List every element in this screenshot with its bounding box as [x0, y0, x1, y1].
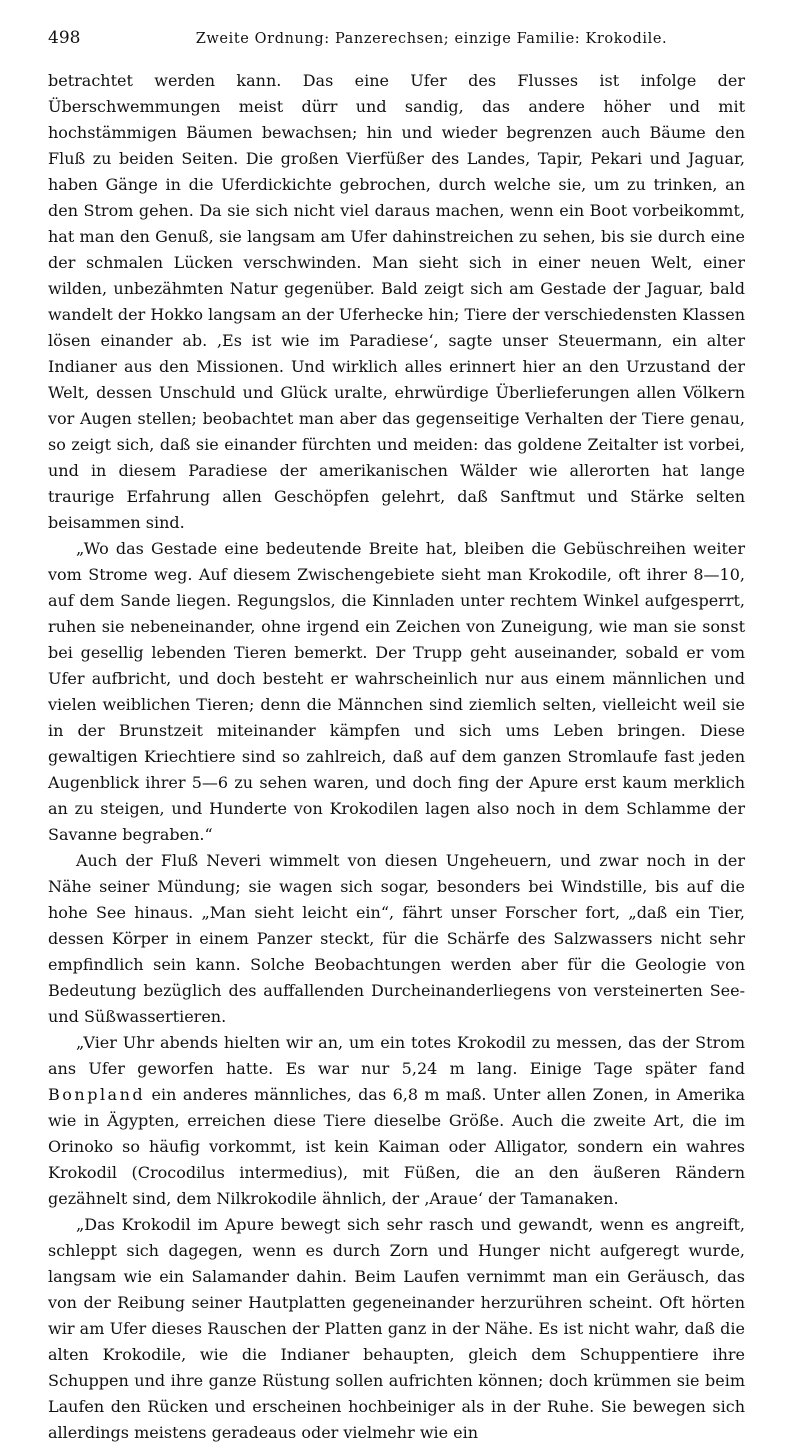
running-head: Zweite Ordnung: Panzerechsen; einzige Familie: Krokodile.: [195, 31, 668, 47]
name-bonpland: Bonpland: [48, 1085, 146, 1104]
paragraph-measurement-start: „Vier Uhr abends hielten wir an, um ein totes Krokodil zu messen, das der Strom ans Ufer geworfen hatte. Es war nur 5,24 m lang. Einige Tage später fand: [48, 1033, 745, 1078]
paragraph-neveri: Auch der Fluß Neveri wimmelt von diesen Ungeheuern, und zwar noch in der Nähe seiner Mündung; sie wagen sich sogar, besonders bei Windstille, bis auf die hohe See hinaus. „Man sieht leicht ein“, fährt unser Forscher fort, „daß ein Tier, dessen Körper in einem Panzer steckt, für die Schärfe des Salzwassers nicht sehr empfindlich sein kann. Solche Beobachtungen werden aber für die Geologie von Bedeutung bezüglich des auffallenden Durcheinanderliegens von versteinerten See- und Süßwassertieren.: [48, 851, 745, 1026]
paragraph-measurement: [48, 1030, 745, 1212]
paragraph-continuation: betrachtet werden kann. Das eine Ufer des Flusses ist infolge der Überschwemmungen meist dürr und sandig, das andere höher und mit hochstämmigen Bäumen bewachsen; hin und wieder begrenzen auch Bäume den Fluß zu beiden Seiten. Die großen Vierfüßer des Landes, Tapir, Pekari und Jaguar, haben Gänge in die Uferdickichte gebrochen, durch welche sie, um zu trinken, an den Strom gehen. Da sie sich nicht viel daraus machen, wenn ein Boot vorbeikommt, hat man den Genuß, sie langsam am Ufer dahinstreichen zu sehen, bis sie durch eine der schmalen Lücken verschwinden. Man sieht sich in einer neuen Welt, einer wilden, unbezähmten Natur gegenüber. Bald zeigt sich am Gestade der Jaguar, bald wandelt der Hokko langsam an der Uferhecke hin; Tiere der verschiedensten Klassen lösen einander ab. ‚Es ist wie im Paradiese‘, sagte unser Steuermann, ein alter Indianer aus den Missionen. Und wirklich alles erinnert hier an den Urzustand der Welt, dessen Unschuld und Glück uralte, ehrwürdige Überlieferungen allen Völkern vor Augen stellen; beobachtet man aber das gegenseitige Verhalten der Tiere genau, so zeigt sich, daß sie einander fürchten und meiden: das goldene Zeitalter ist vorbei, und in diesem Paradiese der amerikanischen Wälder wie allerorten hat lange traurige Erfahrung allen Geschöpfen gelehrt, daß Sanftmut und Stärke selten beisammen sind.: [48, 71, 745, 532]
paragraph-movement: „Das Krokodil im Apure bewegt sich sehr rasch und gewandt, wenn es angreift, schleppt sich dagegen, wenn es durch Zorn und Hunger nicht aufgeregt wurde, langsam wie ein Salamander dahin. Beim Laufen vernimmt man ein Geräusch, das von der Reibung seiner Hautplatten gegeneinander herzurühren scheint. Oft hörten wir am Ufer dieses Rauschen der Platten ganz in der Nähe. Es ist nicht wahr, daß die alten Krokodile, wie die Indianer behaupten, gleich dem Schuppentiere ihre Schuppen und ihre ganze Rüstung sollen aufrichten können; doch krümmen sie beim Laufen den Rücken und erscheinen hochbeiniger als in der Ruhe. Sie bewegen sich allerdings meistens geradeaus oder vielmehr wie ein: [48, 1215, 745, 1442]
paragraph-crocodile-banks: „Wo das Gestade eine bedeutende Breite hat, bleiben die Gebüschreihen weiter vom Strome weg. Auf diesem Zwischengebiete sieht man Krokodile, oft ihrer 8—10, auf dem Sande liegen. Regungslos, die Kinnladen unter rechtem Winkel aufgesperrt, ruhen sie nebeneinander, ohne irgend ein Zeichen von Zuneigung, wie man sie sonst bei gesellig lebenden Tieren bemerkt. Der Trupp geht auseinander, sobald er vom Ufer aufbricht, und doch besteht er wahrscheinlich nur aus einem männlichen und vielen weiblichen Tieren; denn die Männchen sind ziemlich selten, vielleicht weil sie in der Brunstzeit miteinander kämpfen und sich ums Leben bringen. Diese gewaltigen Kriechtiere sind so zahlreich, daß auf dem ganzen Stromlaufe fast jeden Augenblick ihrer 5—6 zu sehen waren, und doch fing der Apure erst kaum merklich an zu steigen, und Hunderte von Krokodilen lagen also noch in dem Schlamme der Savanne begraben.“: [48, 539, 745, 844]
page-body: [48, 68, 745, 1446]
page-header: [48, 28, 745, 62]
page-number: 498: [48, 28, 81, 48]
paragraph-measurement-end: ein anderes männliches, das 6,8 m maß. Unter allen Zonen, in Amerika wie in Ägypten, erreichen diese Tiere dieselbe Größe. Auch die zweite Art, die im Orinoko so häufig vorkommt, ist kein Kaiman oder Alligator, sondern ein wahres Krokodil (Crocodilus intermedius), mit Füßen, die an den äußeren Rändern gezähnelt sind, dem Nilkrokodile ähnlich, der ‚Araue‘ der Tamanaken.: [48, 1085, 745, 1208]
